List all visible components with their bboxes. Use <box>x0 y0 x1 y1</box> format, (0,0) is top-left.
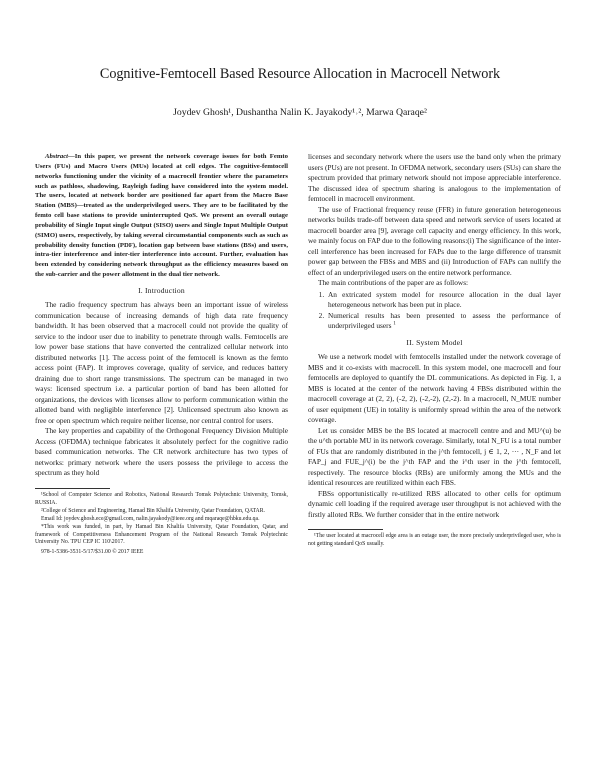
system-model-paragraph-2: Let us consider MBS be the BS located at macrocell centre and and MU^(u) be the u^th portable MU in its network coverage. Similarly, total N_FU is a total number of FUs that are randomly distributed in the j^th femtocell, j ∈ 1, 2, ··· , N_F and let FAP_j and FUE_j^(i) be the j^th FAP and the i^th user in the j^th femtocell, respectively. The resource blocks (RBs) are uniformly among the MUs and the identical resources are reutilized within each FBS. <box>308 425 561 487</box>
section-2-heading: II. System Model <box>406 337 463 347</box>
footnote-rule <box>35 488 110 489</box>
intro-paragraph-5: The main contributions of the paper are as follows: <box>318 278 469 287</box>
section-1-heading: I. Introduction <box>138 285 185 295</box>
right-footnotes <box>308 525 561 549</box>
footnote-affiliation-2: ²College of Science and Engineering, Hamad Bin Khalifa University, Qatar Foundation, QATAR. <box>41 507 265 514</box>
system-model-paragraph-3: FBSs opportunistically re-utilized RBS allocated to other cells for optimum dynamic cell loading if the required average user throughput is not achieved with the firstly alloted RBs. We further consider that in the entire network <box>308 488 561 519</box>
footnote-funding: *This work was funded, in part, by Hamad Bin Khalifa University, Qatar Foundation, Qatar, and framework of Competitiveness Enhancement Program of the National Research Tomsk Polytechnic University No. TPU CEP IC 110\2017. <box>35 523 288 546</box>
contribution-item-2 <box>326 311 561 332</box>
intro-paragraph-4: The use of Fractional frequency reuse (FFR) in future generation heterogeneous networks builds trade-off between data speed and network service of users located at macrocell boarder area [9], average cell capacity and energy efficiency. In this work, we mainly focus on FAP due to the following reasons:(i) The significance of the inter-cell interference has been increased for FAPs due to the large difference of transmit power gap between the FBSs and MBS and (ii) Introduction of FAPs can nullify the effect of an underprivileged users on the entire network performance. <box>308 204 562 277</box>
author-line: Joydev Ghosh¹, Dushantha Nalin K. Jayakody¹˒², Marwa Qaraqe² <box>173 107 427 118</box>
footnote-marker: 1 <box>393 320 396 327</box>
left-footnotes <box>35 484 288 557</box>
intro-paragraph-1: The radio frequency spectrum has always been an important issue of wireless communication because of increasing demands of high data rate frequency bandwidth. It has been observed that a macrocell could not provide the quality of service to the indoor user due to inability to penetrate through walls. Femtocells are low power base stations that have converted the centralized cellular network into distributed networks [1]. The access point of the femtocell is known as the femto access point (FAP). It improves coverage, quality of service, and reduces battery draining due to short range transmissions. The spectrum can be managed in two ways: licensed spectrum i.e. a particular portion of band has been allotted for organizations, the devices with licenses allow to perform communication within the allotted band with negligible interference [2]. Unlicensed spectrum also known as free or open spectrum which require neither license, nor central control for users. <box>35 300 288 425</box>
contributions-list <box>308 290 561 332</box>
paper-title: Cognitive-Femtocell Based Resource Allocation in Macrocell Network <box>99 66 501 82</box>
right-column <box>308 152 561 549</box>
footnote-rule-right <box>308 529 383 530</box>
footnote-outage-user: ¹The user located at macrocell edge area is an outage user, the more precisely underprivileged user, who is not getting standard QoS usually. <box>308 533 561 547</box>
abstract-text: —In this paper, we present the network coverage issues for both Femto Users (FUs) and Macro Users (MUs) located at cell edges. The cognitive-femtocell networks functioning under the vicinity of a macrocell frontier where the parameters such as pathloss, shadowing, Rayleigh fading have considered into the system model. The users, located at network border are positioned far apart from the Macro Base Station (MBS)—treated as the underprivileged users. They are to be facilitated by the femto cell base stations to provide uninterrupted QoS. We present an overall outage probability of Single Input single Output (SISO) users and Single Input Multiple Output (SIMO) users, respectively, by taking several circumstantial components such as such as probability density function (PDF), location gap between base stations (BSs) and users, intra-tier interference and inter-tier interference into account. Further, evaluation has been extended by considering network throughput as the efficiency measures based on the sub-carrier and the power allotment in the dual tier network. <box>35 153 288 279</box>
abstract-label: Abstract <box>45 153 69 160</box>
footnote-affiliation-1: ¹School of Computer Science and Robotics, National Research Tomsk Polytechnic University, Tomsk, RUSSIA. <box>35 491 288 506</box>
contribution-item-1: 1. An extricated system model for resource allocation in the dual layer heterogeneous network has been put in place. <box>326 290 561 311</box>
intro-paragraph-2: The key properties and capability of the Orthogonal Frequency Division Multiple Access (OFDMA) technique fabricates it absolutely perfect for the cognitive radio based communication networks. The CR network architecture has two types of networks: primary network where the users possess the privilege to access the spectrum as they hold <box>35 426 288 478</box>
footnote-email: Email Id: joydev.ghosh.ece@gmail.com, nalin.jayakody@ieee.org and mqaraqe@hbku.edu.qa. <box>41 515 260 522</box>
intro-paragraph-3: licenses and secondary network where the users use the band only when the primary users (PUs) are not present. In OFDMA network, secondary users (SUs) can share the spectrum provided that primary network should not impose appreciable interference. The discussed idea of spectrum sharing is analogous to the implementation of femtocell in macrocell environment. <box>308 152 561 203</box>
copyright-line: 978-1-5386-3531-5/17/$31.00 © 2017 IEEE <box>41 549 144 556</box>
contribution-item-2-text: Numerical results has been presented to assess the performance of underprivileged users <box>328 310 561 330</box>
system-model-paragraph-1: We use a network model with femtocells installed under the network coverage of MBS and it co-exists with macrocell. In this system model, one macrocell and four femtocells are deployed to quantify the DL communications. As depicted in Fig. 1, a MBS is located at the center of the network having 4 FBSs distributed within the macrocell coverage at (2, 2), (-2, 2), (-2,-2), (2,-2). In a macrocell, N_MUE number of user equipment (UE) in totality is uniformly spread within the area of the network coverage. <box>308 352 561 424</box>
abstract <box>35 152 288 280</box>
left-column <box>35 152 288 557</box>
